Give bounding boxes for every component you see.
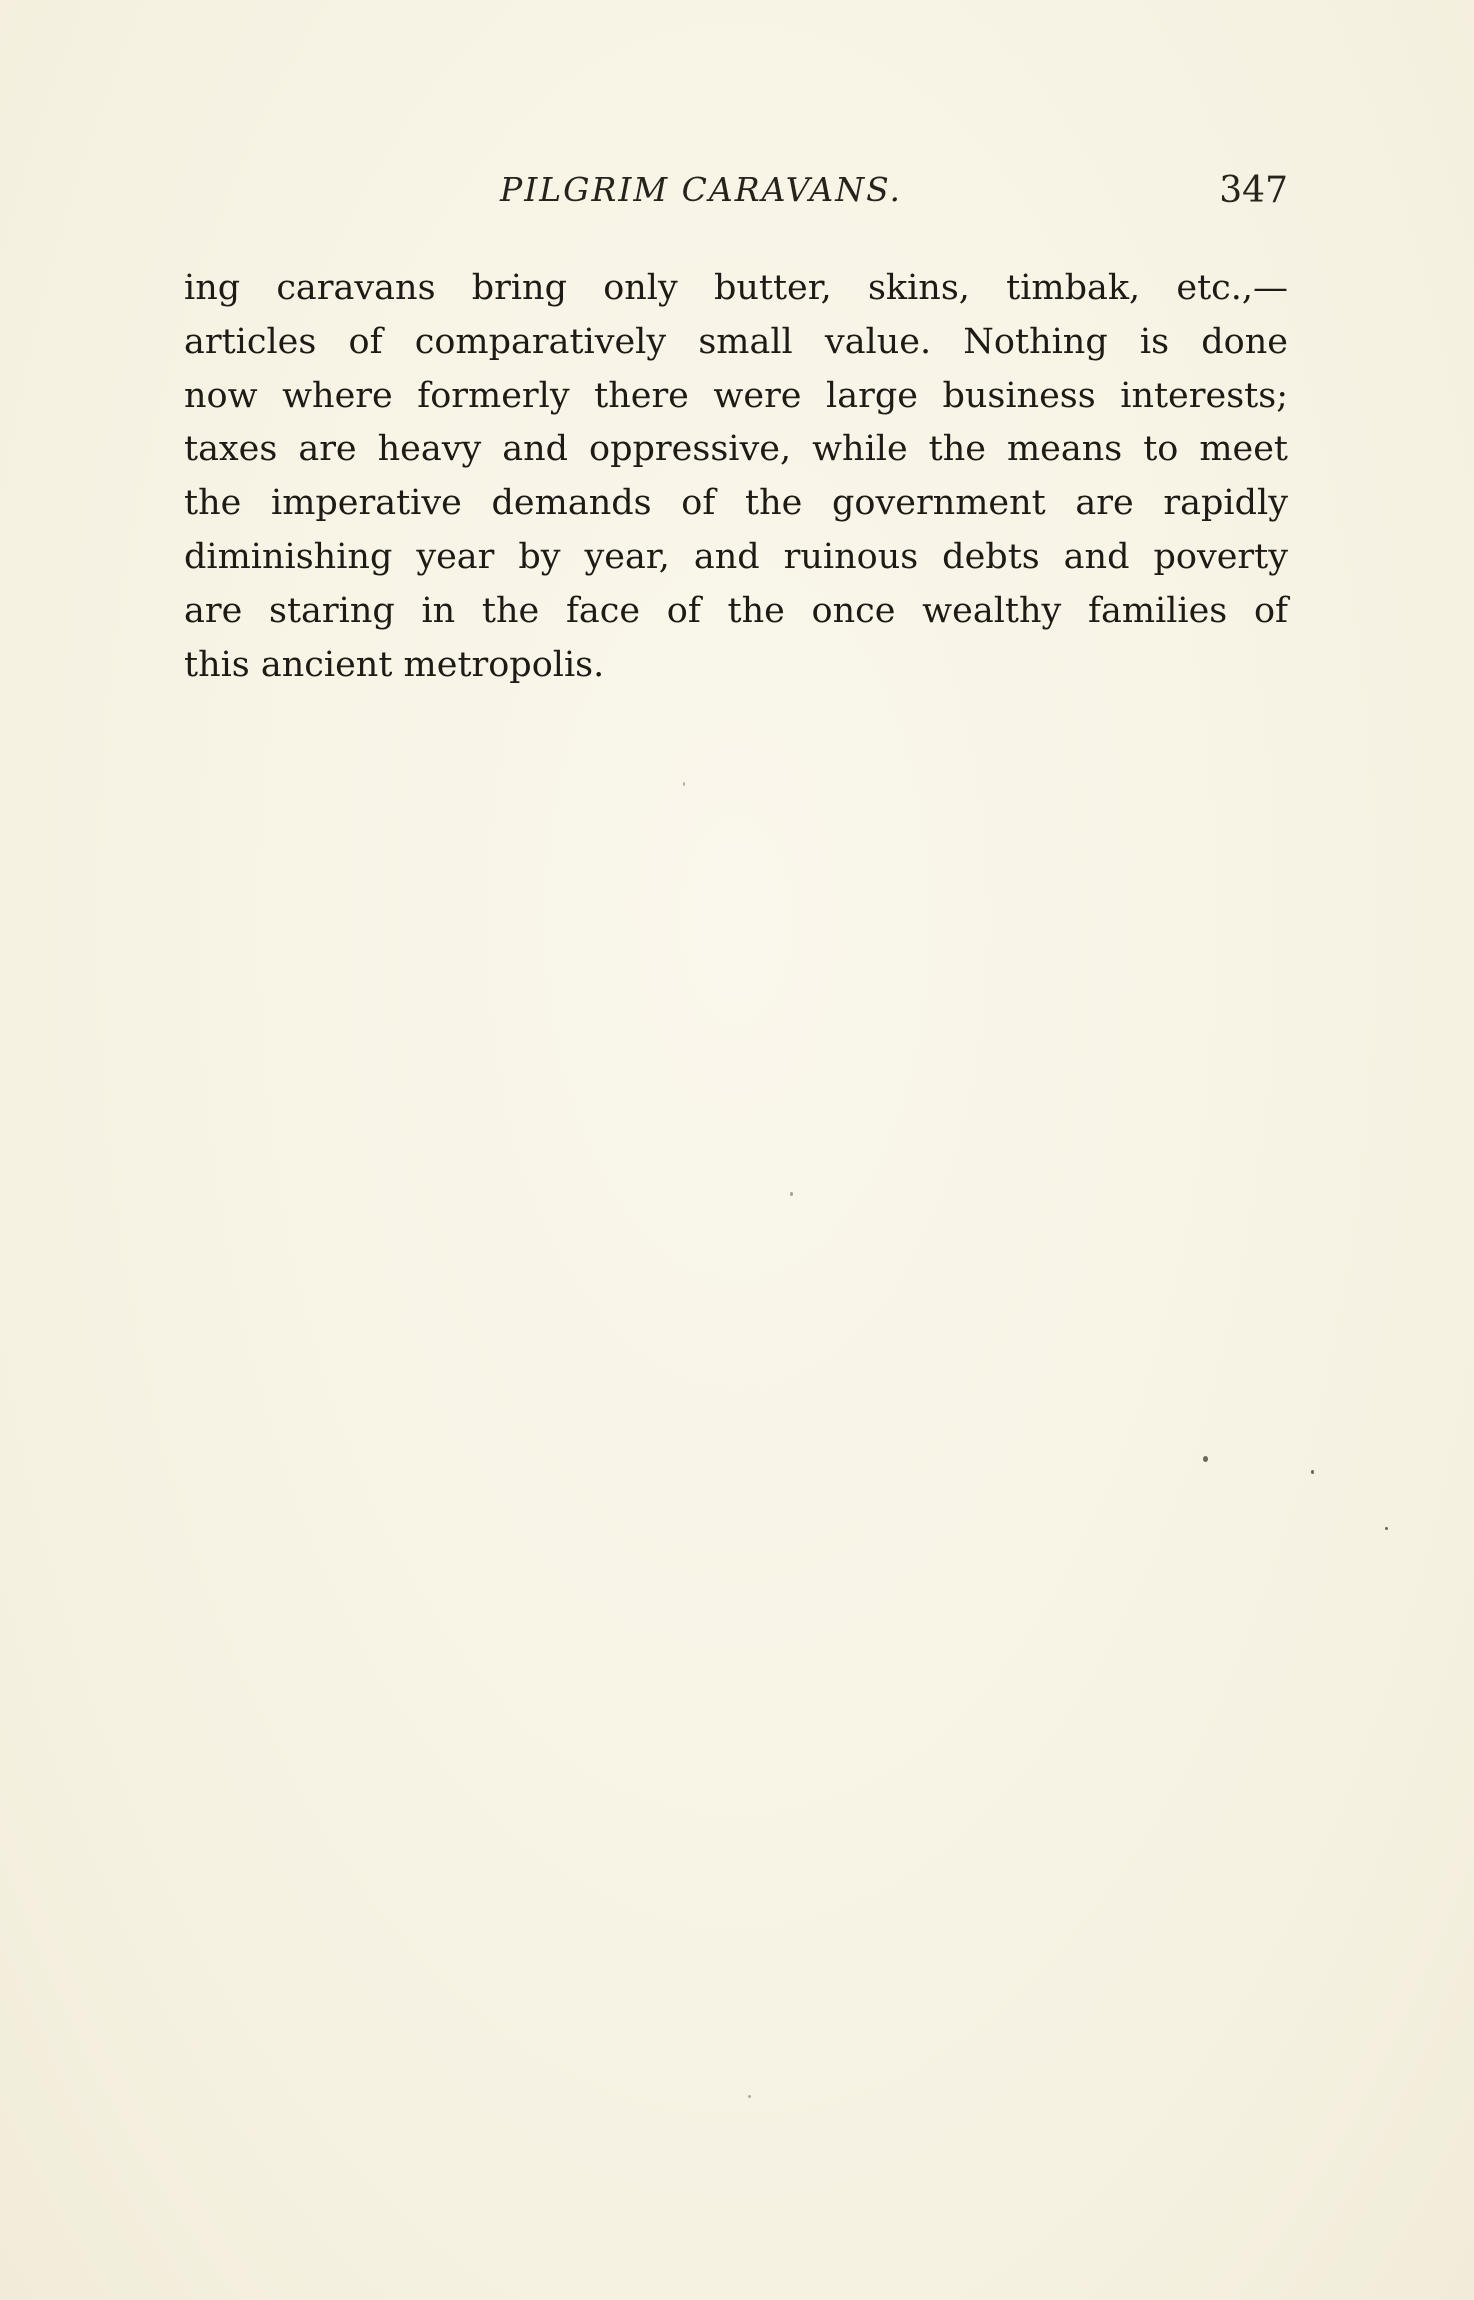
paper-speck: [683, 782, 685, 786]
body-paragraph: [184, 262, 1288, 692]
paper-speck: [790, 1192, 793, 1196]
text-line: are staring in the face of the once wealthy families of: [184, 590, 1288, 631]
paper-speck: [748, 2095, 751, 2098]
paper-speck: [1203, 1456, 1208, 1462]
running-head-title: PILGRIM CARAVANS.: [500, 170, 903, 209]
page-number: 347: [1219, 170, 1288, 211]
text-line: diminishing year by year, and ruinous debts and poverty: [184, 536, 1288, 577]
text-line: taxes are heavy and oppressive, while the means to meet: [184, 429, 1288, 470]
paper-speck: [1385, 1527, 1388, 1530]
text-line: the imperative demands of the government are rapidly: [184, 483, 1288, 524]
text-line: this ancient metropolis.: [184, 644, 605, 685]
text-line: now where formerly there were large business interests;: [184, 375, 1288, 416]
text-line: ing caravans bring only butter, skins, timbak, etc.,—: [184, 268, 1288, 308]
text-line: articles of comparatively small value. Nothing is done: [184, 321, 1288, 362]
paper-speck: [1311, 1470, 1314, 1474]
